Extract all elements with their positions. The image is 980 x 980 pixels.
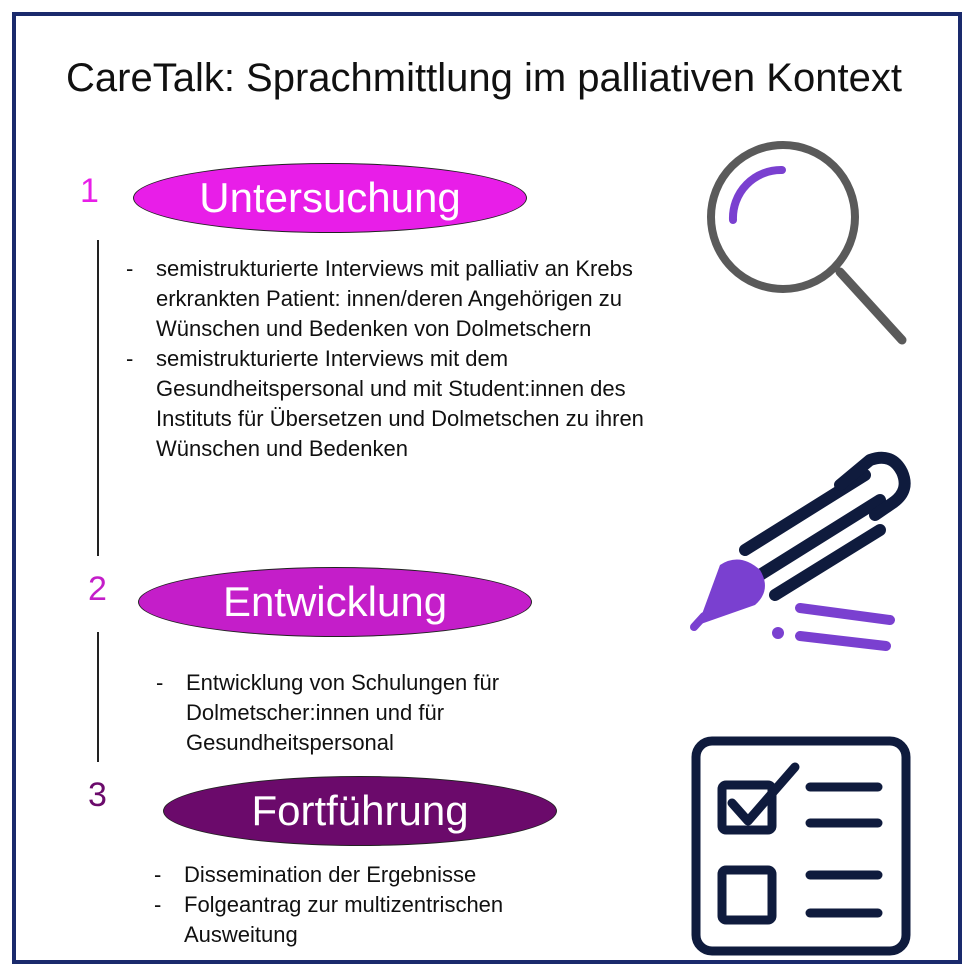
step-1-bullets	[126, 254, 686, 464]
timeline-line-2	[97, 632, 99, 762]
step-1-bullet-2: - semistrukturierte Interviews mit dem Gesundheitspersonal und mit Student:innen des Instituts für Übersetzen und Dolmetschen zu ihren Wünschen und Bedenken	[126, 344, 686, 464]
step-2-bullet-1: - Entwicklung von Schulungen für Dolmetscher:innen und für Gesundheitspersonal	[156, 668, 636, 758]
page-title: CareTalk: Sprachmittlung im palliativen Kontext	[66, 56, 902, 100]
step-3-number: 3	[88, 776, 107, 814]
checklist-icon	[690, 735, 915, 960]
step-2-number: 2	[88, 570, 107, 608]
step-3-bullets	[154, 860, 574, 950]
pencil-icon	[680, 440, 920, 660]
step-1-bullet-1: - semistrukturierte Interviews mit palliativ an Krebs erkrankten Patient: innen/deren Angehörigen zu Wünschen und Bedenken von Dolmetschern	[126, 254, 686, 344]
step-1-pill: Untersuchung	[133, 163, 527, 233]
step-2-pill: Entwicklung	[138, 567, 532, 637]
step-3-bullet-1: - Dissemination der Ergebnisse	[154, 860, 574, 890]
step-1-number: 1	[80, 172, 99, 210]
step-3-pill: Fortführung	[163, 776, 557, 846]
timeline-line-1	[97, 240, 99, 556]
step-2-bullets	[156, 668, 636, 758]
magnifier-icon	[690, 140, 920, 360]
step-3-bullet-2: - Folgeantrag zur multizentrischen Ausweitung	[154, 890, 574, 950]
